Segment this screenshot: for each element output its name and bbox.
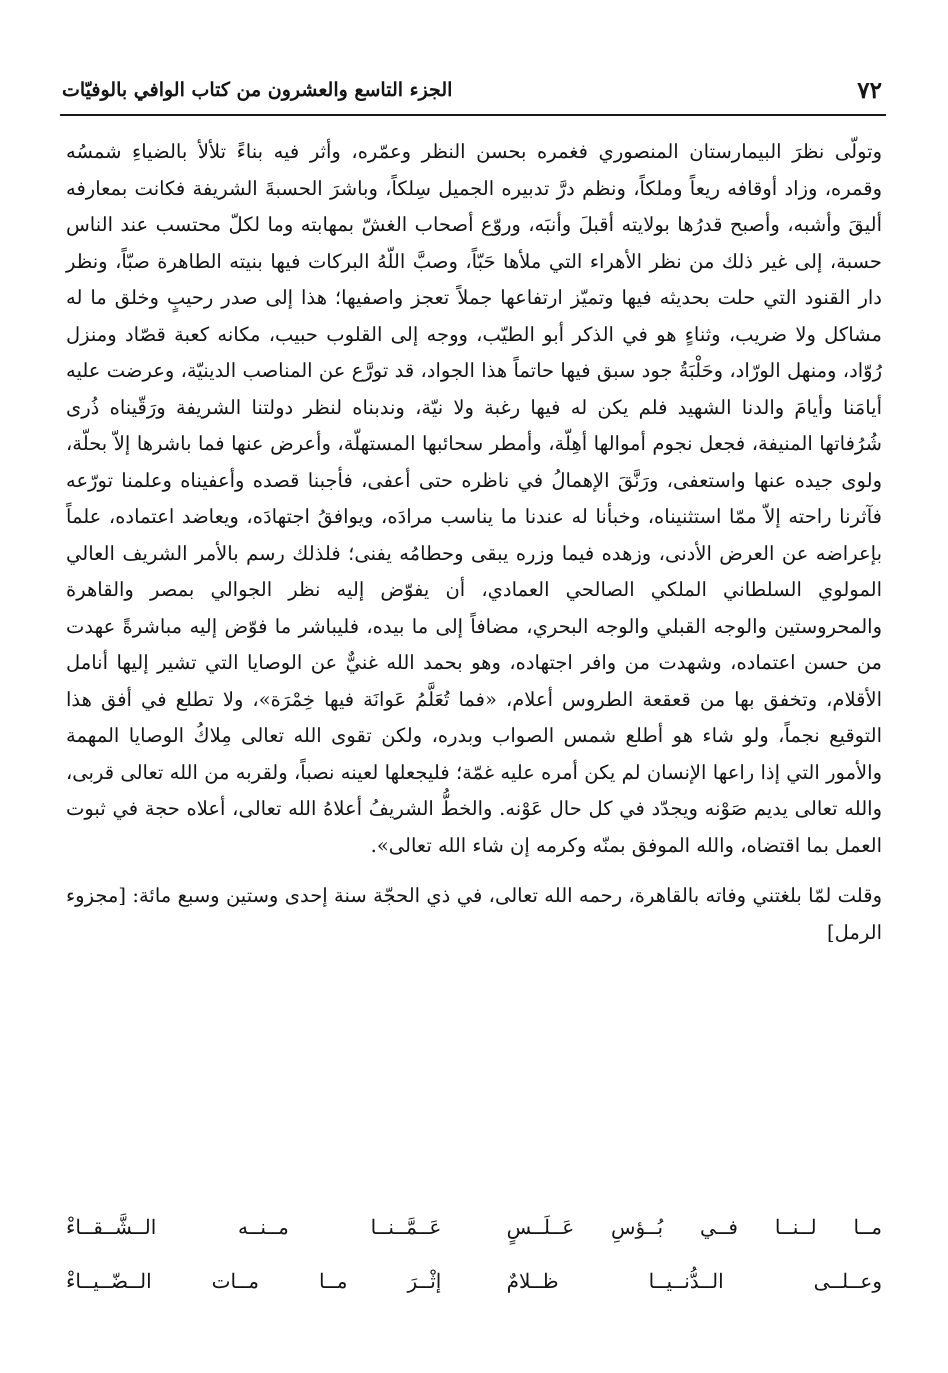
verse-line — [66, 1254, 882, 1308]
poem — [66, 1200, 882, 1308]
paragraph-spacer — [66, 864, 882, 878]
poetic-meter-label: [مجزوء الرمل] — [66, 884, 882, 944]
verse-line — [66, 1200, 882, 1254]
verse-hemistich-first: مــا لــنــا فــي بُــؤسِ عَــلَــسٍ — [506, 1215, 882, 1239]
verse-hemistich-second: عَــمَّــنــا مــنــه الــشَّــقــاءْ — [66, 1215, 442, 1239]
header-divider — [60, 114, 886, 116]
paragraph-elegy-intro — [66, 878, 882, 951]
running-header — [62, 72, 882, 108]
paragraph-appointment-decree: وتولّى نظرَ البيمارستان المنصوري فغمره بحسن النظر وعمّره، وأثر فيه بناءً تلألأ بالضياءِ شمسُه وقمره، وزاد أوقافه ريعاً وملكاً، ونظم درَّ تدبيره الجميل سِلكاً، وباشرَ الحسبةَ الشريفة فكانت بمعارفه أليقَ وأشبه، وأصبح قدرُها بولايته أقبلَ وأنبَه، وروّع أصحاب الغشّ بمهابته وما لكلّ محتسب عند الناس حسبة، إلى غير ذلك من نظر الأهراء التي ملأها حَبّاً، وصبَّ اللّهُ البركات فيها بنيته الطاهرة صبّاً، ونظر دار القنود التي حلت بحديثه فيها وتميّز ارتفاعها جملاً تعجز واصفيها؛ هذا إلى صدر رحيبٍ وخلق ما له مشاكل ولا ضريب، وثناءٍ هو في الذكر أبو الطيّب، ووجه إلى القلوب حبيب، مكانه كعبة قصّاد ومنزل رُوّاد، ومنهل الورّاد، وحَلْبَةُ جود سبق فيها حاتماً هذا الجواد، قد تورَّع عن المناصب الدينيّة، وعرضت عليه أيامَنا وأيامَ والدنا الشهيد فلم يكن له فيها رغبة ولا نيّة، وندبناه لنظر دولتنا الشريفة ورَقّيناه ذُرى شُرُفاتها المنيفة، فجعل نجوم أموالها أهِلّة، وأمطر سحائبها المستهلّة، وأعرض عنها فما باشرها إلاّ بحلّة، ولوى جيده عنها واستعفى، ورَنَّقَ الإهمالُ في ناظره حتى أعفى، فأجبنا قصده وأعفيناه وعلمنا تورّعه فآثرنا راحته إلاّ ممّا استثنيناه، وخبأنا له عندنا ما يناسب مرادَه، ويوافقُ اجتهادَه، ويعاضد اعتماده، علماً بإعراضه عن العرض الأدنى، وزهده فيما وزره يبقى وحطامُه يفنى؛ فلذلك رسم بالأمر الشريف العالي المولوي السلطاني الملكي الصالحي العمادي، أن يفوّض إليه نظر الجوالي بمصر والقاهرة والمحروستين والوجه القبلي والوجه البحري، مضافاً إلى ما بيده، فليباشر ما فوّض إليه مباشرةً عهدت من حسن اعتماده، وشهدت من وافر اجتهاده، وهو بحمد الله غنيٌّ عن الوصايا التي تشير إليها أنامل الأقلام، وتخفق بها من قعقعة الطروس أعلام، «فما تُعَلَّمُ عَوانَة فيها خِمْرَة»، ولا تطلع في أفق هذا التوقيع نجماً، ولو شاء هو أطلع شمس الصواب وبدره، ولكن تقوى الله تعالى مِلاكُ الوصايا المهمة والأمور التي إذا راعها الإنسان لم يكن أمره عليه غمّة؛ فليجعلها لعينه نصباً، ولقربه من الله تعالى قربى، والله تعالى يديم صَوْنه ويجدّد في كل حال عَوْنه. والخطُّ الشريفُ أعلاهُ الله تعالى، أعلاه حجة في ثبوت العمل بما اقتضاه، والله الموفق بمنّه وكرمه إن شاء الله تعالى». — [66, 140, 882, 857]
main-text — [66, 134, 882, 951]
verse-hemistich-first: وعــلــى الــدُّنــيــا ظــلامٌ — [506, 1269, 882, 1293]
running-title: الجزء التاسع والعشرون من كتاب الوافي بالوفيّات — [62, 79, 453, 101]
elegy-intro-text: وقلت لمّا بلغتني وفاته بالقاهرة، رحمه الله تعالى، في ذي الحجّة سنة إحدى وستين وسبع مائة: — [132, 884, 882, 907]
page-number: ٧٢ — [857, 76, 882, 104]
verse-hemistich-second: إثْــرَ مــا مــات الــضّــيــاءْ — [66, 1269, 442, 1293]
